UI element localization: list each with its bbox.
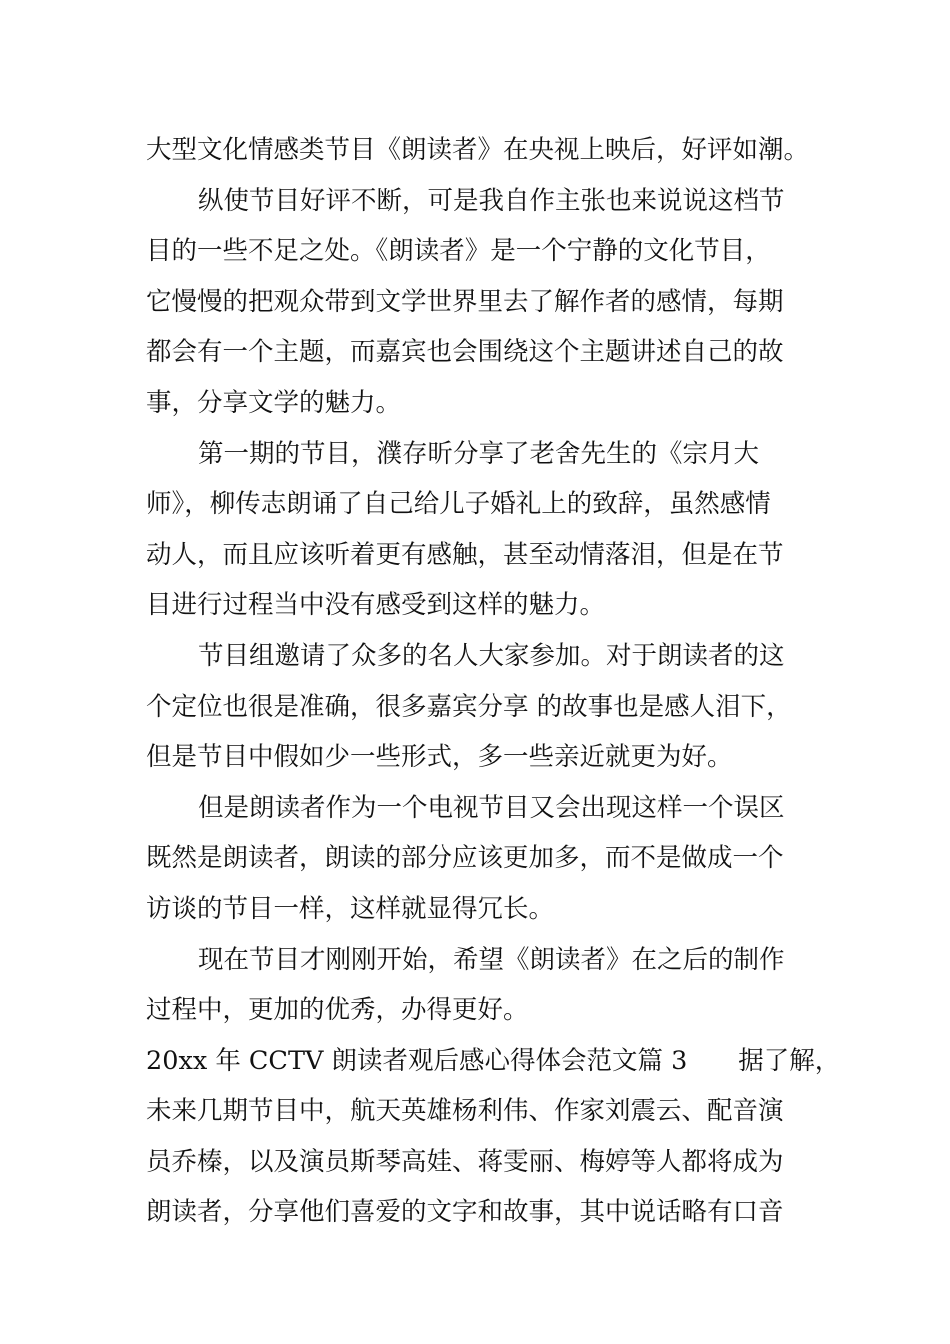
text-line: 目的一些不足之处。《朗读者》是一个宁静的文化节目，: [146, 236, 771, 267]
text-line: 大型文化情感类节目《朗读者》在央视上映后，好评如潮。: [146, 135, 810, 165]
text-line: 访谈的节目一样，这样就显得冗长。: [146, 893, 555, 924]
text-line: 但是节目中假如少一些形式，多一些亲近就更为好。: [146, 742, 733, 773]
text-line: 事，分享文学的魅力。: [146, 387, 402, 418]
text-line: 个定位也很是准确，很多嘉宾分享 的故事也是感人泪下，: [146, 691, 792, 722]
section-heading-line: 20xx 年 CCTV 朗读者观后感心得体会范文篇 3 据了解，: [146, 1045, 841, 1076]
paragraph-start-line: 第一期的节目，濮存昕分享了老舍先生的《宗月大: [198, 438, 760, 469]
document-body: [146, 125, 841, 1238]
text-line: 未来几期节目中，航天英雄杨利伟、作家刘震云、配音演: [146, 1096, 784, 1127]
text-line: 都会有一个主题，而嘉宾也会围绕这个主题讲述自己的故: [146, 337, 784, 368]
text-line: 师》，柳传志朗诵了自己给儿子婚礼上的致辞，虽然感情: [146, 489, 771, 520]
text-line: 它慢慢的把观众带到文学世界里去了解作者的感情，每期: [146, 286, 784, 317]
text-line: 过程中，更加的优秀，办得更好。: [146, 995, 529, 1026]
text-line: 目进行过程当中没有感受到这样的魅力。: [146, 590, 606, 621]
text-line: 员乔榛，以及演员斯琴高娃、蒋雯丽、梅婷等人都将成为: [146, 1146, 784, 1177]
paragraph-start-line: 节目组邀请了众多的名人大家参加。对于朗读者的这: [198, 640, 785, 671]
paragraph-start-line: 现在节目才刚刚开始，希望《朗读者》在之后的制作: [198, 944, 785, 975]
paragraph-start-line: 纵使节目好评不断，可是我自作主张也来说说这档节: [198, 185, 785, 216]
text-line: 朗读者，分享他们喜爱的文字和故事，其中说话略有口音: [146, 1197, 784, 1228]
text-line: 动人，而且应该听着更有感触，甚至动情落泪，但是在节: [146, 539, 784, 570]
paragraph-start-line: 但是朗读者作为一个电视节目又会出现这样一个误区: [198, 792, 785, 823]
text-line: 既然是朗读者，朗读的部分应该更加多，而不是做成一个: [146, 843, 784, 874]
